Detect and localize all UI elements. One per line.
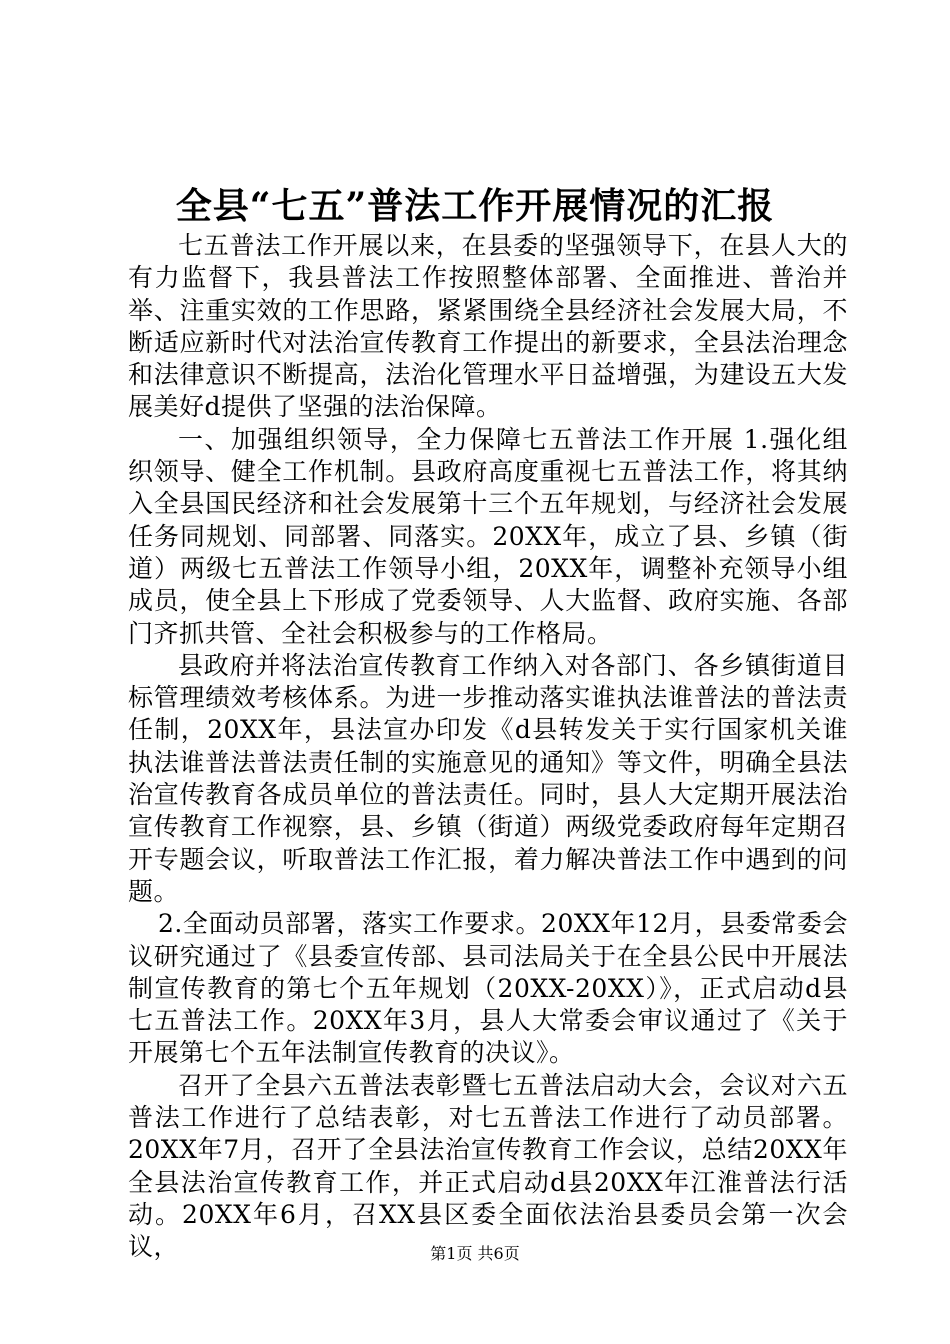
paragraph-responsibility: 县政府并将法治宣传教育工作纳入对各部门、各乡镇街道目标管理绩效考核体系。为进一步推动落实谁执法谁普法的普法责任制，20XX年，县法宣办印发《d县转发关于实行国家机关谁执法谁普法普法责任制的实施意见的通知》等文件，明确全县法治宣传教育各成员单位的普法责任。同时，县人大定期开展法治宣传教育工作视察，县、乡镇（街道）两级党委政府每年定期召开专题会议，听取普法工作汇报，着力解决普法工作中遇到的问题。 (128, 650, 848, 906)
page-number-footer: 第1页 共6页 (430, 1244, 520, 1263)
document-title: 全县“七五”普法工作开展情况的汇报 (175, 185, 775, 227)
paragraph-mobilization: 2.全面动员部署，落实工作要求。20XX年12月，县委常委会议研究通过了《县委宣传部、县司法局关于在全县公民中开展法制宣传教育的第七个五年规划（20XX-20XX）》，正式启动d县七五普法工作。20XX年3月，县人大常委会审议通过了《关于开展第七个五年法制宣传教育的决议》。 (128, 909, 848, 1068)
document-body (128, 230, 848, 1264)
paragraph-meetings: 召开了全县六五普法表彰暨七五普法启动大会，会议对六五普法工作进行了总结表彰，对七五普法工作进行了动员部署。20XX年7月，召开了全县法治宣传教育工作会议，总结20XX年全县法治宣传教育工作，并正式启动d县20XX年江淮普法行活动。20XX年6月，召XX县区委全面依法治县委员会第一次会议， (128, 1070, 848, 1262)
paragraph-section-1: 一、加强组织领导，全力保障七五普法工作开展 1.强化组织领导、健全工作机制。县政府高度重视七五普法工作，将其纳入全县国民经济和社会发展第十三个五年规划，与经济社会发展任务同规划、同部署、同落实。20XX年，成立了县、乡镇（街道）两级七五普法工作领导小组，20XX年，调整补充领导小组成员，使全县上下形成了党委领导、人大监督、政府实施、各部门齐抓共管、全社会积极参与的工作格局。 (128, 424, 848, 648)
paragraph-intro: 七五普法工作开展以来，在县委的坚强领导下，在县人大的有力监督下，我县普法工作按照整体部署、全面推进、普治并举、注重实效的工作思路，紧紧围绕全县经济社会发展大局，不断适应新时代对法治宣传教育工作提出的新要求，全县法治理念和法律意识不断提高，法治化管理水平日益增强，为建设五大发展美好d提供了坚强的法治保障。 (128, 231, 848, 422)
